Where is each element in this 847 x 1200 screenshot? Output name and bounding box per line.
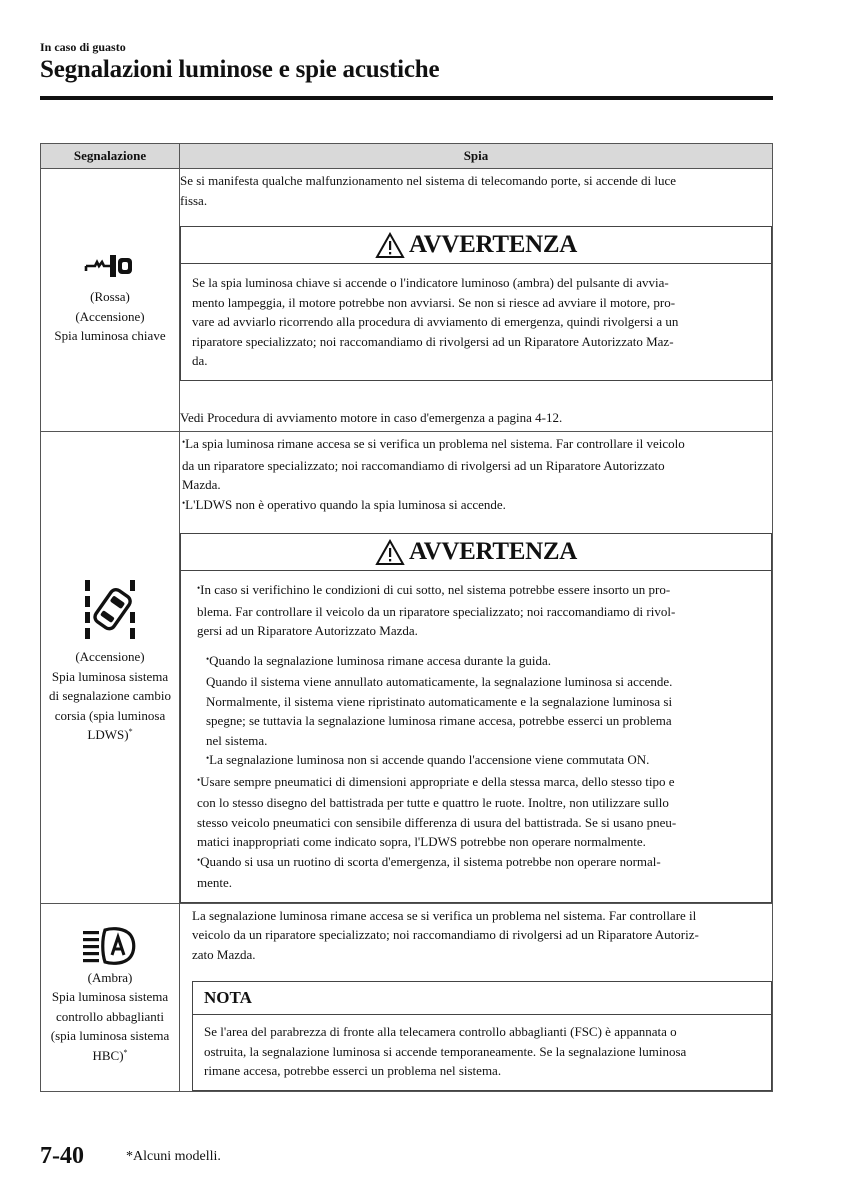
- indicator-name-line: HBC): [92, 1047, 124, 1063]
- bullet-item: •La spia luminosa rimane accesa se si verifica un problema nel sistema. Far controllare il veicolo da un riparatore specializzato; noi raccomandiamo di rivolgersi ad un Riparatore Autorizzato Mazda.: [180, 434, 772, 495]
- indicator-name-line: controllo abbaglianti: [56, 1008, 164, 1024]
- warning-line: Quando la segnalazione luminosa rimane accesa durante la guida.: [209, 652, 551, 668]
- bullet-line: L'LDWS non è operativo quando la spia luminosa si accende.: [185, 496, 506, 512]
- warning-subitem: •La segnalazione luminosa non si accende quando l'accensione viene commutata ON.: [206, 752, 650, 767]
- page-title: Segnalazioni luminose e spie acustiche: [40, 56, 440, 83]
- indicator-name-line: LDWS): [87, 727, 129, 742]
- warning-line: Quando il sistema viene annullato automaticamente, la segnalazione luminosa si accende.: [206, 674, 673, 689]
- warning-bullet: •Usare sempre pneumatici di dimensioni appropriate e della stessa marca, dello stesso tipo e con lo stesso disegno del battistrada per tutte e quattro le ruote. Inoltre, non utilizzare sullo stesso veicolo pneumatici con sensibile differenza di usura del battistrada. Se si usano pneu- matici inappropriati come indicato sopra, l'LDWS potrebbe non operare normalmente.: [195, 772, 757, 852]
- lane-departure-icon: [41, 578, 179, 642]
- warning-line: La segnalazione luminosa non si accende quando l'accensione viene commutata ON.: [209, 752, 650, 767]
- bullet-line: da un riparatore specializzato; noi raccomandiamo di rivolgersi ad un Riparatore Autorizzato: [182, 457, 665, 473]
- indicator-name-line: Spia luminosa sistema: [51, 989, 169, 1004]
- footnote-marker: *: [123, 1047, 128, 1057]
- indicator-color: (Ambra): [87, 969, 133, 985]
- high-beam-control-icon: [41, 927, 179, 965]
- note-line: Se l'area del parabrezza di fronte alla telecamera controllo abbaglianti (FSC) è appannata o: [204, 1024, 677, 1039]
- note-box: [192, 981, 772, 1091]
- indicator-cell: [41, 432, 180, 904]
- page-number: 7-40: [40, 1143, 84, 1169]
- table-row: [41, 169, 773, 432]
- warning-line: spegne; se tuttavia la segnalazione luminosa rimane accesa, potrebbe esserci un problema: [206, 713, 672, 728]
- indicator-state: (Accensione): [75, 649, 145, 664]
- warning-line: matici inappropriati come indicato sopra, l'LDWS potrebbe non operare normalmente.: [197, 834, 646, 849]
- intro-line: zato Mazda.: [192, 946, 256, 962]
- column-header-description: Spia: [180, 144, 773, 169]
- indicator-name-line: Spia luminosa sistema: [51, 668, 169, 684]
- indicator-cell: [41, 903, 180, 1091]
- warning-bullet: •In caso si verifichino le condizioni di cui sotto, nel sistema potrebbe essere insorto un pro- blema. Far controllare il veicolo da un riparatore specializzato; noi raccomandiamo di rivol- gersi ad un Riparatore Autorizzato Mazda.: [195, 580, 757, 641]
- bullet-line: Mazda.: [182, 477, 221, 492]
- table-row: [41, 432, 773, 904]
- warning-line: nel sistema.: [206, 732, 268, 748]
- title-rule: [40, 96, 773, 100]
- indicator-name: Spia luminosa chiave: [54, 328, 166, 343]
- intro-line: veicolo da un riparatore specializzato; noi raccomandiamo di rivolgersi ad un Riparatore Autoriz-: [192, 927, 699, 942]
- table-row: [41, 903, 773, 1091]
- warning-line: Se la spia luminosa chiave si accende o l'indicatore luminoso (ambra) del pulsante di avvia-: [192, 275, 669, 290]
- warning-header: [181, 227, 771, 264]
- warning-line: blema. Far controllare il veicolo da un riparatore specializzato; noi raccomandiamo di rivol-: [197, 603, 676, 619]
- indicator-name-line: di segnalazione cambio: [48, 688, 171, 703]
- warning-line: riparatore specializzato; noi raccomandiamo di rivolgersi ad un Riparatore Autorizzato Maz-: [192, 333, 674, 349]
- bullet-line: La spia luminosa rimane accesa se si verifica un problema nel sistema. Far controllare il veicolo: [185, 436, 685, 451]
- warning-bullet: •Quando si usa un ruotino di scorta d'emergenza, il sistema potrebbe non operare normal- mente.: [195, 852, 757, 893]
- warning-line: da.: [192, 353, 208, 368]
- table-header-row: [41, 144, 773, 169]
- bullet-item: •L'LDWS non è operativo quando la spia luminosa si accende.: [182, 496, 506, 512]
- indicator-color: (Rossa): [90, 289, 130, 304]
- warning-line: con lo stesso disegno del battistrada per tutte e quattro le ruote. Inoltre, non utilizzare sullo: [197, 795, 669, 810]
- indicator-name-line: corsia (spia luminosa: [54, 707, 166, 723]
- intro-line: La segnalazione luminosa rimane accesa se si verifica un problema nel sistema. Far controllare il: [192, 907, 697, 923]
- warning-box: [180, 226, 772, 381]
- warning-line: stesso veicolo pneumatici con sensibile differenza di usura del battistrada. Se si usano pneu-: [197, 814, 677, 830]
- warning-line: In caso si verifichino le condizioni di cui sotto, nel sistema potrebbe essere insorto un pro-: [200, 582, 671, 597]
- warning-line: gersi ad un Riparatore Autorizzato Mazda.: [197, 623, 418, 638]
- warning-title: AVVERTENZA: [409, 231, 577, 259]
- warning-line: mento lampeggia, il motore potrebbe non avviarsi. Se non si riesce ad avviare il motore, pro-: [192, 294, 676, 310]
- section-label: In caso di guasto: [40, 40, 126, 54]
- description-cell: [180, 903, 773, 1091]
- warning-line: Usare sempre pneumatici di dimensioni appropriate e della stessa marca, dello stesso tipo e: [200, 773, 675, 789]
- warning-header: [181, 534, 771, 571]
- warning-line: Normalmente, il sistema viene ripristinato automaticamente e la segnalazione luminosa si: [206, 693, 673, 709]
- intro-line: Se si manifesta qualche malfunzionamento nel sistema di telecomando porte, si accende di luce: [180, 173, 676, 188]
- warning-triangle-icon: [375, 232, 405, 259]
- note-header: NOTA: [193, 982, 771, 1015]
- warning-title: AVVERTENZA: [409, 538, 577, 566]
- footnote: *Alcuni modelli.: [126, 1149, 221, 1164]
- warning-line: Quando si usa un ruotino di scorta d'emergenza, il sistema potrebbe non operare normal-: [200, 853, 661, 869]
- indicator-cell: [41, 169, 180, 432]
- key-indicator-icon: [41, 249, 179, 279]
- warning-lights-table: [40, 143, 773, 1092]
- warning-subitem: •Quando la segnalazione luminosa rimane accesa durante la guida. Quando il sistema viene annullato automaticamente, la segnalazione luminosa si accende. Normalmente, il sistema viene ripristinato automaticamente e la segnalazione luminosa si spegne; se tuttavia la segnalazione luminosa rimane accesa, potrebbe esserci un problema nel sistema.: [195, 651, 757, 751]
- warning-triangle-icon: [375, 539, 405, 566]
- column-header-indicator: Segnalazione: [41, 144, 180, 169]
- description-cell: [180, 169, 773, 432]
- reference-line: Vedi Procedura di avviamento motore in caso d'emergenza a pagina 4-12.: [180, 409, 563, 425]
- description-cell: [180, 432, 773, 904]
- footnote-marker: *: [128, 727, 133, 736]
- note-line: rimane accesa, potrebbe esserci un problema nel sistema.: [204, 1063, 502, 1078]
- warning-line: mente.: [197, 875, 233, 890]
- warning-box: [180, 533, 772, 903]
- warning-line: vare ad avviarlo ricorrendo alla procedura di avviamento di emergenza, quindi rivolgersi a un: [192, 314, 679, 329]
- note-line: ostruita, la segnalazione luminosa si accende temporaneamente. Se la segnalazione luminosa: [204, 1043, 687, 1059]
- indicator-name-line: (spia luminosa sistema: [50, 1028, 170, 1043]
- indicator-state: (Accensione): [75, 308, 145, 324]
- intro-line: fissa.: [180, 192, 208, 208]
